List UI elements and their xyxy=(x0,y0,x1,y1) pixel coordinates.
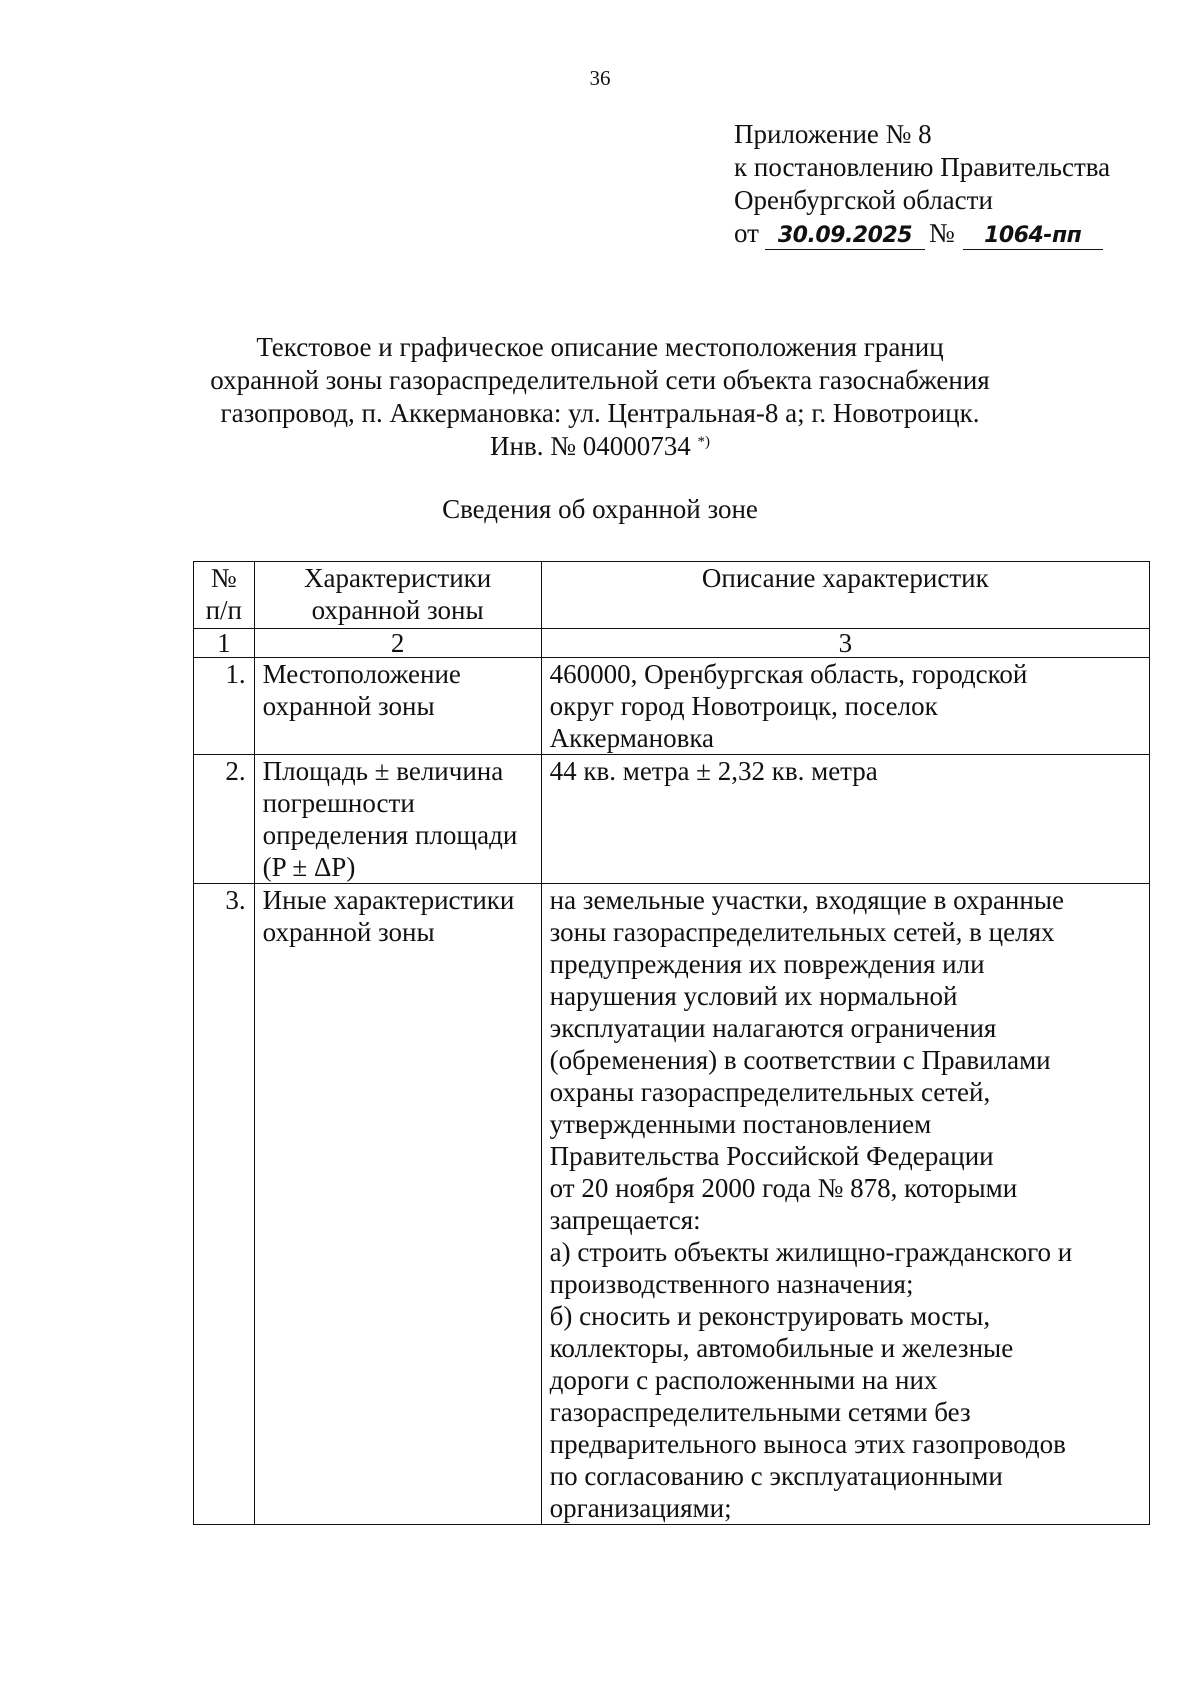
section-title: Сведения об охранной зоне xyxy=(442,494,758,524)
description-line: коллекторы, автомобильные и железные xyxy=(549,1333,1014,1363)
description-line: от 20 ноября 2000 года № 878, которыми xyxy=(549,1173,1018,1203)
inventory-number: Инв. № 04000734 xyxy=(490,431,691,461)
description-line: охраны газораспределительных сетей, xyxy=(549,1077,991,1107)
description-cell xyxy=(541,884,1149,1525)
description-line: утвержденными постановлением xyxy=(549,1109,932,1139)
zone-info-table xyxy=(193,561,1150,1525)
column-numbers-row xyxy=(194,629,1150,658)
header-characteristics xyxy=(254,562,541,629)
number-label: № xyxy=(928,218,955,248)
description-line: на земельные участки, входящие в охранные xyxy=(549,885,1064,915)
description-line: дороги с расположенными на них xyxy=(549,1365,938,1395)
description-line: нарушения условий их нормальной xyxy=(549,981,958,1011)
handwritten-date: 30.09.2025 xyxy=(765,223,925,250)
column-number-3: 3 xyxy=(541,629,1149,658)
column-number-2: 2 xyxy=(254,629,541,658)
characteristic-line: определения площади xyxy=(262,820,518,850)
appendix-line-3: Оренбургской области xyxy=(734,185,993,215)
characteristic-line: охранной зоны xyxy=(262,691,435,721)
table-row xyxy=(194,755,1150,884)
characteristic-line: (P ± ΔP) xyxy=(262,852,356,882)
description-line: эксплуатации налагаются ограничения xyxy=(549,1013,997,1043)
characteristic-line: погрешности xyxy=(262,788,415,818)
description-line: б) сносить и реконструировать мосты, xyxy=(549,1301,991,1331)
description-line: 460000, Оренбургская область, городской xyxy=(549,659,1028,689)
description-line: а) строить объекты жилищно-гражданского и xyxy=(549,1237,1073,1267)
header-number xyxy=(194,562,255,629)
description-line: газораспределительными сетями без xyxy=(549,1397,971,1427)
column-number-1: 1 xyxy=(194,629,255,658)
description-cell xyxy=(541,755,1149,884)
document-title xyxy=(0,331,1200,463)
characteristic-cell xyxy=(254,755,541,884)
description-line: организациями; xyxy=(549,1493,732,1523)
description-line: 44 кв. метра ± 2,32 кв. метра xyxy=(549,756,878,786)
description-line: Правительства Российской Федерации xyxy=(549,1141,994,1171)
appendix-line-2: к постановлению Правительства xyxy=(734,152,1111,182)
footnote-mark: *) xyxy=(697,434,710,450)
header-number-line-1: № xyxy=(210,563,237,593)
appendix-date-line xyxy=(734,217,1110,250)
handwritten-number: 1064-пп xyxy=(963,223,1103,250)
title-line-3: газопровод, п. Аккермановка: ул. Центральная-8 а; г. Новотроицк. xyxy=(220,398,980,428)
table-row xyxy=(194,884,1150,1525)
table-header-row xyxy=(194,562,1150,629)
characteristic-line: Площадь ± величина xyxy=(262,756,504,786)
appendix-line-1: Приложение № 8 xyxy=(734,119,932,149)
from-label: от xyxy=(734,218,759,248)
header-description: Описание характеристик xyxy=(541,562,1149,629)
description-line: предупреждения их повреждения или xyxy=(549,949,985,979)
description-line: предварительного выноса этих газопроводов xyxy=(549,1429,1066,1459)
row-number: 2. xyxy=(194,755,255,884)
page-number: 36 xyxy=(589,66,611,90)
row-number: 3. xyxy=(194,884,255,1525)
description-line: запрещается: xyxy=(549,1205,701,1235)
description-line: (обременения) в соответствии с Правилами xyxy=(549,1045,1051,1075)
description-cell xyxy=(541,658,1149,755)
description-line: Аккермановка xyxy=(549,723,715,753)
row-number: 1. xyxy=(194,658,255,755)
title-line-1: Текстовое и графическое описание местоположения границ xyxy=(256,332,944,362)
description-line: зоны газораспределительных сетей, в целях xyxy=(549,917,1055,947)
header-number-line-2: п/п xyxy=(205,595,243,625)
title-line-2: охранной зоны газораспределительной сети объекта газоснабжения xyxy=(210,365,990,395)
title-line-4 xyxy=(0,430,1200,463)
characteristic-cell xyxy=(254,658,541,755)
description-line: округ город Новотроицк, поселок xyxy=(549,691,938,721)
appendix-header xyxy=(734,118,1110,250)
characteristic-cell xyxy=(254,884,541,1525)
description-line: по согласованию с эксплуатационными xyxy=(549,1461,1003,1491)
characteristic-line: Местоположение xyxy=(262,659,461,689)
description-line: производственного назначения; xyxy=(549,1269,914,1299)
characteristic-line: охранной зоны xyxy=(262,917,435,947)
header-characteristics-line-1: Характеристики xyxy=(303,563,492,593)
table-row xyxy=(194,658,1150,755)
characteristic-line: Иные характеристики xyxy=(262,885,515,915)
header-characteristics-line-2: охранной зоны xyxy=(311,595,484,625)
